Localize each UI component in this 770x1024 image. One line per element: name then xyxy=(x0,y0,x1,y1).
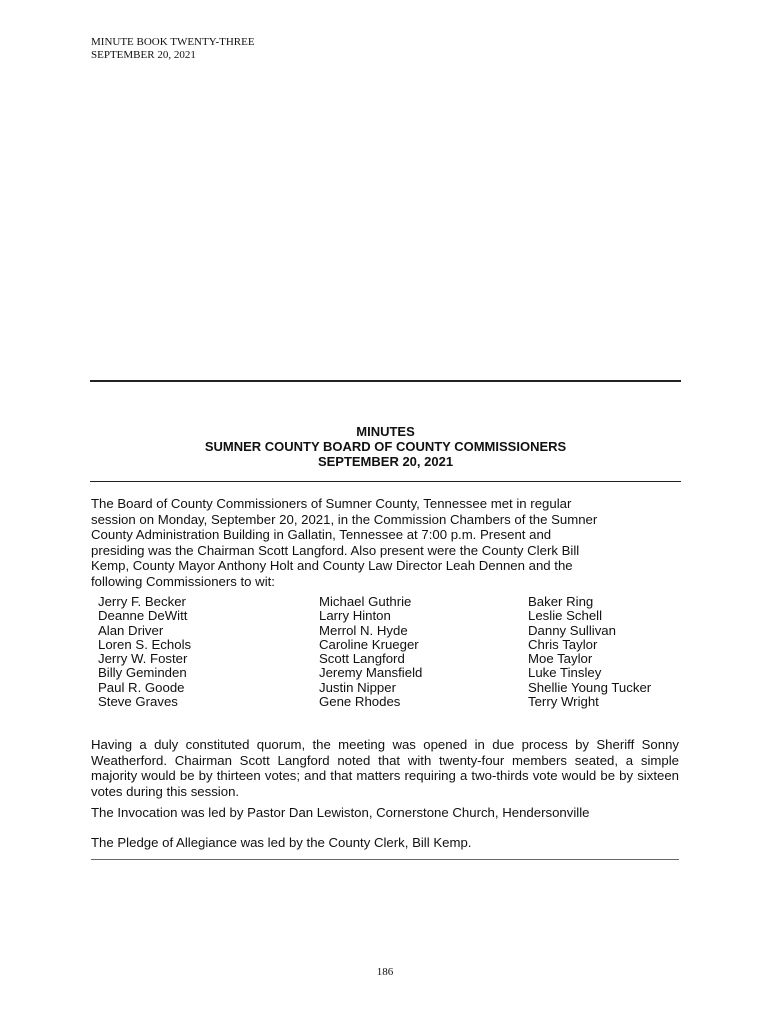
commissioner-name: Alan Driver xyxy=(98,622,164,638)
intro-paragraph xyxy=(91,496,663,589)
commissioner-name: Jeremy Mansfield xyxy=(319,665,423,681)
commissioner-name: Leslie Schell xyxy=(528,608,603,624)
minute-book-label: MINUTE BOOK TWENTY-THREE xyxy=(91,36,255,48)
intro-line: The Board of County Commissioners of Sumner County, Tennessee met in regular xyxy=(91,496,572,511)
commissioner-column-2 xyxy=(319,595,422,709)
commissioner-name: Justin Nipper xyxy=(319,679,396,695)
section-divider xyxy=(91,859,679,860)
intro-line: following Commissioners to wit: xyxy=(91,573,275,589)
commissioner-name: Gene Rhodes xyxy=(319,694,401,710)
commissioner-name: Steve Graves xyxy=(98,694,178,710)
commissioner-name: Merrol N. Hyde xyxy=(319,622,408,638)
title-minutes: MINUTES xyxy=(356,424,415,439)
quorum-paragraph: Having a duly constituted quorum, the meeting was opened in due process by Sheriff Sonny Weatherford. Chairman Scott Langford noted that with twenty-four members seated, a simple majority would be by thirteen votes; and that matters requiring a two-thirds vote would be by sixteen votes during this session. xyxy=(91,737,679,799)
intro-line: presiding was the Chairman Scott Langford. Also present were the County Clerk Bill xyxy=(91,542,580,558)
commissioner-name: Paul R. Goode xyxy=(98,679,185,695)
commissioner-column-1 xyxy=(98,595,191,709)
commissioner-name: Luke Tinsley xyxy=(528,665,602,681)
commissioner-name: Deanne DeWitt xyxy=(98,608,188,624)
commissioner-name: Michael Guthrie xyxy=(319,594,412,609)
commissioner-name: Terry Wright xyxy=(528,694,599,710)
intro-line: session on Monday, September 20, 2021, in the Commission Chambers of the Sumner xyxy=(91,511,598,527)
commissioner-name: Danny Sullivan xyxy=(528,622,616,638)
header-date: SEPTEMBER 20, 2021 xyxy=(91,49,196,61)
commissioner-name: Loren S. Echols xyxy=(98,636,192,652)
commissioner-name: Caroline Krueger xyxy=(319,636,419,652)
commissioner-name: Baker Ring xyxy=(528,594,594,609)
commissioner-name: Billy Geminden xyxy=(98,665,187,681)
commissioner-name: Chris Taylor xyxy=(528,636,598,652)
invocation-paragraph: The Invocation was led by Pastor Dan Lewiston, Cornerstone Church, Hendersonville xyxy=(91,805,590,820)
intro-line: Kemp, County Mayor Anthony Holt and County Law Director Leah Dennen and the xyxy=(91,558,573,573)
commissioner-name: Moe Taylor xyxy=(528,651,593,667)
commissioner-name: Jerry F. Becker xyxy=(98,594,186,609)
title-top-rule xyxy=(90,380,681,382)
title-date: SEPTEMBER 20, 2021 xyxy=(317,454,454,469)
commissioner-name: Shellie Young Tucker xyxy=(528,679,652,695)
commissioner-name: Larry Hinton xyxy=(319,608,391,624)
pledge-paragraph: The Pledge of Allegiance was led by the County Clerk, Bill Kemp. xyxy=(91,835,472,850)
commissioner-column-3 xyxy=(528,595,651,709)
title-board-name: SUMNER COUNTY BOARD OF COUNTY COMMISSIONERS xyxy=(204,439,567,454)
page-number: 186 xyxy=(376,966,394,978)
commissioner-name: Scott Langford xyxy=(319,651,405,667)
document-title xyxy=(90,424,681,469)
commissioner-name: Jerry W. Foster xyxy=(98,651,188,667)
intro-line: County Administration Building in Gallatin, Tennessee at 7:00 p.m. Present and xyxy=(91,527,552,542)
running-header xyxy=(91,36,255,62)
title-bottom-rule xyxy=(90,481,681,482)
